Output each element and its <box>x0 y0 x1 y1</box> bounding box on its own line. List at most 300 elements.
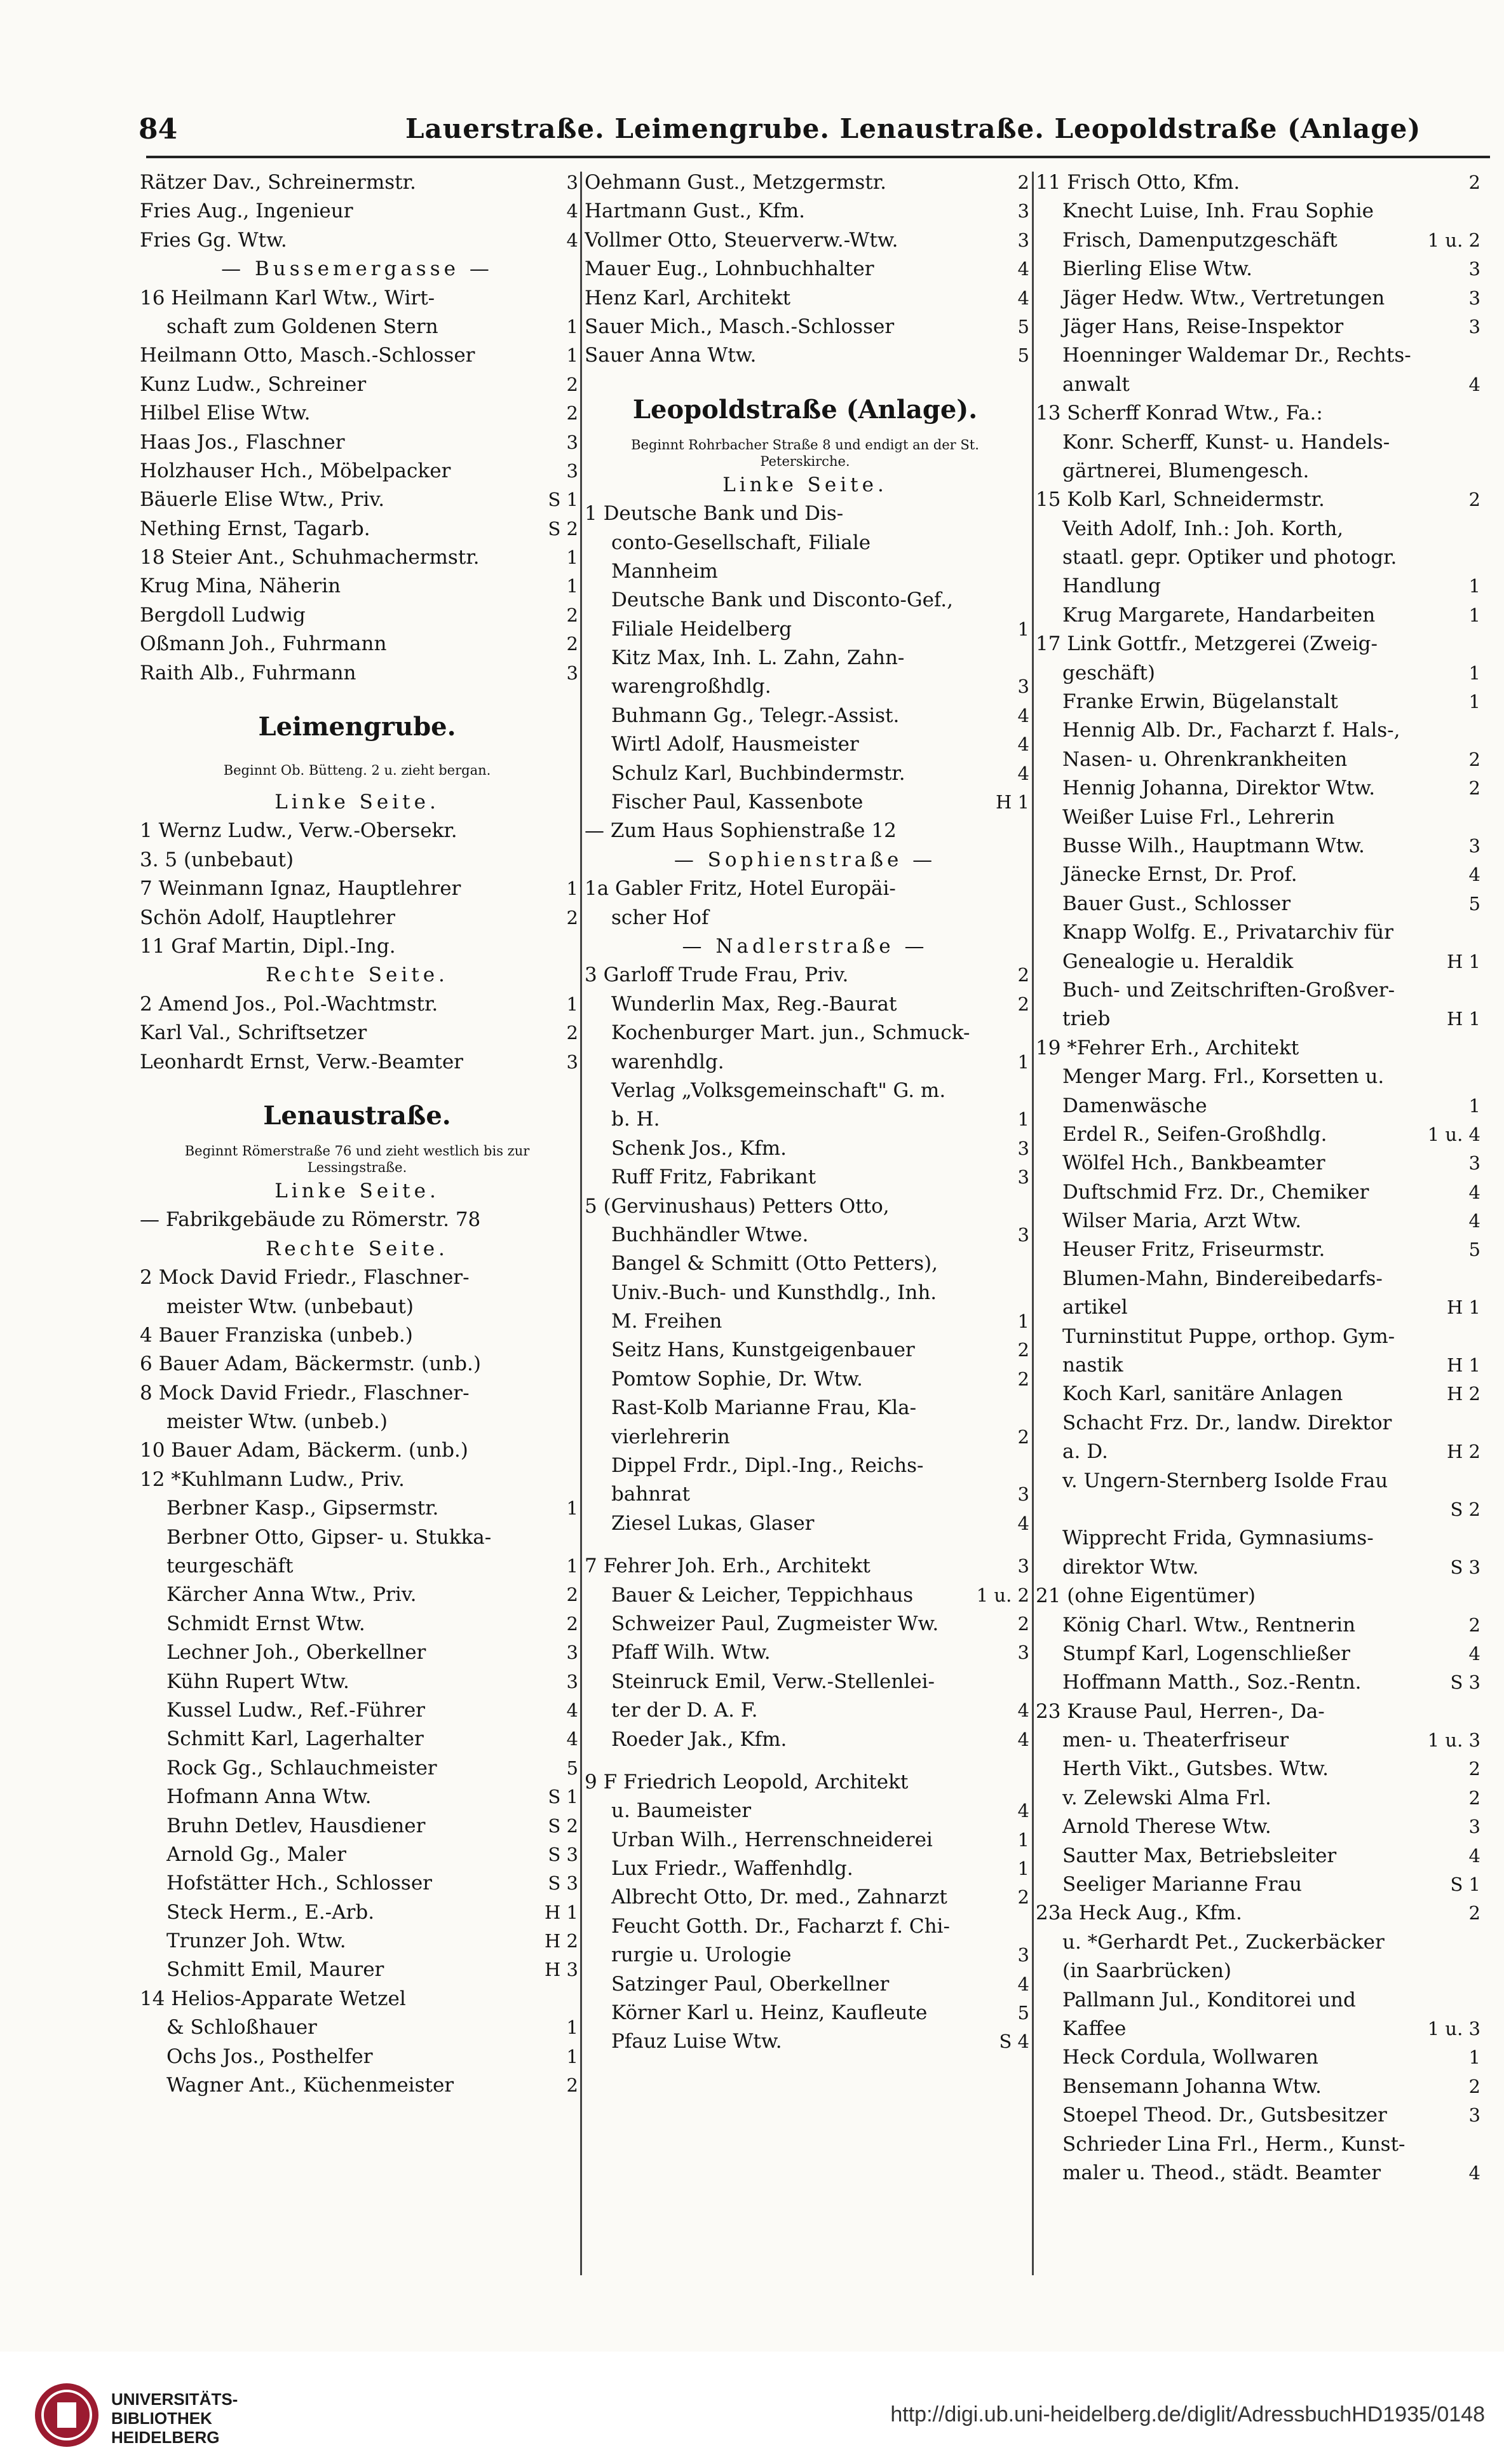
entry-text: 1 Wernz Ludw., Verw.-Obersekr. <box>140 819 457 843</box>
entry-text: Lechner Joh., Oberkellner <box>166 1641 426 1664</box>
directory-entry <box>585 990 1029 1019</box>
directory-entry <box>585 1912 1029 1941</box>
directory-entry <box>140 543 578 572</box>
floor-number <box>1026 1452 1029 1480</box>
entry-text: 2 Amend Jos., Pol.-Wachtmstr. <box>140 992 438 1016</box>
entry-text: Heuser Fritz, Friseurmstr. <box>1062 1238 1325 1262</box>
directory-entry <box>140 2043 578 2071</box>
street-description <box>140 752 578 788</box>
entry-text: Körner Karl u. Heinz, Kaufleute <box>611 2001 928 2025</box>
floor-number: 1 <box>1468 604 1480 626</box>
directory-entry <box>140 1206 578 1234</box>
entry-text: Fischer Paul, Kassenbote <box>611 791 864 814</box>
column-1 <box>140 168 578 2278</box>
entry-text: Busse Wilh., Hauptmann Wtw. <box>1062 834 1365 857</box>
entry-text: Steck Herm., E.-Arb. <box>166 1900 375 1924</box>
floor-number: H 1 <box>1447 1297 1480 1319</box>
directory-entry <box>140 1048 578 1077</box>
floor-number: 1 <box>1017 1108 1029 1131</box>
entry-text: 3. 5 (unbebaut) <box>140 848 294 871</box>
floor-number <box>1026 1279 1029 1307</box>
directory-entry <box>585 672 1029 701</box>
source-url-link[interactable]: http://digi.ub.uni-heidelberg.de/diglit/AdressbuchHD1935/0148 <box>890 2402 1485 2427</box>
directory-entry <box>585 168 1029 197</box>
floor-number: H 2 <box>1447 1441 1480 1463</box>
entry-text: 3 Garloff Trude Frau, Priv. <box>585 963 849 987</box>
entry-text: staatl. gepr. Optiker und photogr. <box>1062 546 1397 569</box>
entry-text: — Zum Haus Sophienstraße 12 <box>585 819 897 843</box>
logo-line: HEIDELBERG <box>111 2428 220 2447</box>
floor-number <box>1026 1768 1029 1797</box>
directory-entry <box>585 1019 1029 1047</box>
entry-text: artikel <box>1062 1296 1128 1319</box>
entry-text: 13 Scherff Konrad Wtw., Fa.: <box>1036 402 1323 425</box>
entry-text <box>585 371 1026 385</box>
directory-entry <box>1036 774 1480 803</box>
floor-number: 3 <box>1017 1555 1029 1577</box>
directory-entry <box>585 586 1029 615</box>
entry-text: Linke Seite. <box>274 791 440 814</box>
entry-text: Schrieder Lina Frl., Herm., Kunst- <box>1062 2132 1406 2156</box>
directory-entry <box>1036 1034 1480 1063</box>
directory-entry <box>140 1379 578 1408</box>
floor-number: 1 <box>1017 1828 1029 1851</box>
directory-entry <box>140 1321 578 1350</box>
entry-text: Frisch, Damenputzgeschäft <box>1062 228 1338 252</box>
entry-text: Damenwäsche <box>1062 1094 1207 1117</box>
floor-number: 1 u. 2 <box>1427 229 1480 251</box>
floor-number <box>1026 371 1029 385</box>
entry-text: Feucht Gotth. Dr., Facharzt f. Chi- <box>611 1914 950 1938</box>
floor-number <box>1477 399 1480 428</box>
floor-number: 2 <box>1468 2075 1480 2097</box>
floor-number: 1 u. 4 <box>1427 1123 1480 1145</box>
entry-text: Dippel Frdr., Dipl.-Ing., Reichs- <box>611 1454 924 1478</box>
entry-text: Mauer Eug., Lohnbuchhalter <box>585 257 874 281</box>
directory-entry <box>140 1668 578 1696</box>
entry-text: Schenk Jos., Kfm. <box>611 1136 787 1160</box>
floor-number: 4 <box>1017 762 1029 784</box>
floor-number: 5 <box>1017 344 1029 367</box>
directory-entry <box>585 1970 1029 1999</box>
entry-text: Pallmann Jul., Konditorei und <box>1062 1988 1356 2011</box>
entry-text: a. D. <box>1062 1440 1108 1464</box>
entry-text: Ruff Fritz, Fabrikant <box>611 1166 816 1189</box>
directory-entry <box>140 572 578 601</box>
directory-entry <box>585 1221 1029 1249</box>
floor-number: 4 <box>1017 1728 1029 1750</box>
directory-entry <box>585 1754 1029 1768</box>
floor-number: S 3 <box>1450 1671 1480 1694</box>
floor-number: 2 <box>1017 1339 1029 1361</box>
directory-entry <box>1036 1005 1480 1033</box>
directory-entry <box>1036 890 1480 918</box>
directory-entry <box>1036 1582 1480 1610</box>
directory-entry <box>585 1077 1029 1105</box>
floor-number: S 3 <box>548 1843 578 1865</box>
entry-text: Wirtl Adolf, Hausmeister <box>611 733 859 756</box>
directory-entry <box>1036 371 1480 399</box>
floor-number <box>1026 1192 1029 1221</box>
section-label <box>140 255 578 283</box>
floor-number: 1 u. 3 <box>1427 2018 1480 2039</box>
directory-entry <box>585 702 1029 730</box>
directory-entry <box>1036 313 1480 341</box>
directory-entry <box>585 644 1029 672</box>
directory-entry <box>140 1725 578 1753</box>
floor-number <box>1477 1524 1480 1553</box>
floor-number: 4 <box>566 200 578 222</box>
directory-entry <box>1036 659 1480 688</box>
floor-number: 3 <box>1017 1642 1029 1664</box>
floor-number <box>1026 586 1029 615</box>
entry-text: Arnold Gg., Maler <box>166 1842 346 1866</box>
entry-text: Schacht Frz. Dr., landw. Direktor <box>1062 1411 1392 1434</box>
floor-number: 1 <box>566 2045 578 2067</box>
entry-text: schaft zum Goldenen Stern <box>166 315 438 338</box>
entry-text: Beginnt Römerstraße 76 und zieht westlich bis zur Lessingstraße. <box>184 1143 530 1175</box>
entry-text: rurgie u. Urologie <box>611 1943 792 1967</box>
floor-number: 3 <box>1468 1816 1480 1838</box>
entry-text: Wagner Ant., Küchenmeister <box>166 2074 454 2097</box>
floor-number: 4 <box>1468 1844 1480 1867</box>
directory-entry <box>140 1466 578 1494</box>
directory-entry <box>1036 601 1480 630</box>
floor-number <box>1477 543 1480 572</box>
floor-number: 3 <box>1468 1152 1480 1174</box>
entry-text: Rechte Seite. <box>266 963 449 987</box>
directory-entry <box>1036 1726 1480 1755</box>
floor-number: 1 <box>1017 1051 1029 1073</box>
directory-entry <box>140 601 578 630</box>
entry-text: — Fabrikgebäude zu Römerstr. 78 <box>140 1208 481 1232</box>
floor-number: 4 <box>1017 1800 1029 1822</box>
floor-number <box>1026 1249 1029 1278</box>
directory-entry <box>585 1610 1029 1638</box>
floor-number: 4 <box>1017 1699 1029 1722</box>
directory-entry <box>585 1307 1029 1336</box>
floor-number: 4 <box>1017 733 1029 756</box>
entry-text: Nething Ernst, Tagarb. <box>140 517 370 540</box>
floor-number: 3 <box>566 172 578 193</box>
entry-text: Sauer Mich., Masch.-Schlosser <box>585 315 895 338</box>
entry-text: meister Wtw. (unbebaut) <box>166 1295 414 1318</box>
floor-number: 3 <box>1017 1944 1029 1966</box>
directory-entry <box>585 1452 1029 1480</box>
floor-number: 1 <box>1468 691 1480 713</box>
floor-number <box>1477 1034 1480 1063</box>
entry-text: 4 Bauer Franziska (unbeb.) <box>140 1323 413 1347</box>
directory-entry <box>140 1985 578 2013</box>
floor-number: 2 <box>566 1612 578 1635</box>
entry-text: Kunz Ludw., Schreiner <box>140 372 367 396</box>
entry-text <box>1036 1495 1446 1524</box>
logo-line: UNIVERSITÄTS- <box>111 2390 238 2409</box>
directory-entry <box>1036 1293 1480 1322</box>
floor-number: 1 <box>566 993 578 1015</box>
floor-number: 4 <box>1468 373 1480 395</box>
floor-number <box>1026 1754 1029 1768</box>
directory-entry <box>140 486 578 514</box>
column-divider <box>1032 172 1034 2275</box>
entry-text: Knecht Luise, Inh. Frau Sophie <box>1062 200 1374 223</box>
street-heading <box>140 1091 578 1141</box>
entry-text: Henz Karl, Architekt <box>585 286 791 310</box>
floor-number: 1 <box>566 878 578 900</box>
entry-text: gärtnerei, Blumengesch. <box>1062 459 1310 482</box>
floor-number: 3 <box>1468 2104 1480 2127</box>
floor-number <box>1026 932 1029 961</box>
floor-number: S 4 <box>999 2031 1029 2053</box>
floor-number: H 2 <box>545 1930 578 1952</box>
entry-text: 10 Bauer Adam, Bäckerm. (unb.) <box>140 1439 468 1462</box>
directory-entry <box>585 1855 1029 1883</box>
entry-text: vierlehrerin <box>611 1425 730 1448</box>
directory-entry <box>1036 2130 1480 2159</box>
entry-text: Wölfel Hch., Bankbeamter <box>1062 1152 1325 1175</box>
directory-entry <box>585 875 1029 903</box>
entry-text: 1 Deutsche Bank und Dis- <box>585 502 844 526</box>
floor-number: H 3 <box>545 1959 578 1981</box>
entry-text: — Sophienstraße — <box>674 848 937 871</box>
entry-text: Veith Adolf, Inh.: Joh. Korth, <box>1062 517 1344 540</box>
floor-number: 1 <box>566 315 578 337</box>
entry-text: 9 F Friedrich Leopold, Architekt <box>585 1770 909 1794</box>
floor-number: 2 <box>566 373 578 395</box>
entry-text: Nasen- u. Ohrenkrankheiten <box>1062 747 1348 771</box>
entry-text: 1a Gabler Fritz, Hotel Europäi- <box>585 877 896 901</box>
entry-text: Bensemann Johanna Wtw. <box>1062 2074 1322 2098</box>
floor-number: 1 <box>1017 618 1029 640</box>
entry-text: Berbner Kasp., Gipsermstr. <box>166 1497 439 1520</box>
entry-text: 8 Mock David Friedr., Flaschner- <box>140 1381 470 1405</box>
floor-number: 4 <box>1468 2161 1480 2184</box>
directory-entry <box>1036 1870 1480 1899</box>
entry-text: Kaffee <box>1062 2017 1127 2040</box>
floor-number: 4 <box>1017 1973 1029 1995</box>
entry-text: meister Wtw. (unbeb.) <box>166 1410 388 1434</box>
floor-number <box>1477 1698 1480 1726</box>
floor-number <box>574 1379 578 1408</box>
floor-number: 2 <box>566 633 578 655</box>
floor-number <box>1026 1077 1029 1105</box>
entry-text: Filiale Heidelberg <box>611 617 792 641</box>
floor-number: 3 <box>1017 229 1029 251</box>
directory-entry <box>1036 1323 1480 1351</box>
entry-text: Hennig Alb. Dr., Facharzt f. Hals-, <box>1062 719 1400 742</box>
entry-text: Ziesel Lukas, Glaser <box>611 1511 815 1535</box>
entry-text: Hartmann Gust., Kfm. <box>585 200 805 223</box>
entry-text: Jäger Hedw. Wtw., Vertretungen <box>1062 286 1385 310</box>
entry-text: Buch- und Zeitschriften-Großver- <box>1062 978 1395 1002</box>
directory-entry <box>1036 1265 1480 1293</box>
directory-entry <box>1036 284 1480 313</box>
floor-number: 1 <box>566 344 578 367</box>
floor-number: 2 <box>566 2074 578 2097</box>
floor-number <box>1026 500 1029 528</box>
floor-number: 2 <box>1468 777 1480 800</box>
directory-entry <box>585 371 1029 385</box>
directory-entry <box>1036 803 1480 832</box>
floor-number <box>574 1293 578 1321</box>
directory-entry <box>1036 2073 1480 2101</box>
floor-number <box>1477 803 1480 832</box>
entry-text: Franke Erwin, Bügelanstalt <box>1062 690 1338 714</box>
entry-text: 7 Fehrer Joh. Erh., Architekt <box>585 1555 871 1578</box>
floor-number: 2 <box>1017 1426 1029 1448</box>
floor-number <box>1026 557 1029 586</box>
entry-text: Leimengrube. <box>258 712 456 742</box>
entry-text: Herth Vikt., Gutsbes. Wtw. <box>1062 1757 1329 1781</box>
floor-number <box>1026 644 1029 672</box>
entry-text: v. Ungern-Sternberg Isolde Frau <box>1062 1469 1388 1492</box>
floor-number: 5 <box>1468 892 1480 915</box>
floor-number: 1 <box>1017 1310 1029 1333</box>
floor-number <box>574 932 578 961</box>
directory-entry <box>1036 1120 1480 1149</box>
entry-text: Bruhn Detlev, Hausdiener <box>166 1814 426 1837</box>
entry-text: Mannheim <box>611 559 718 583</box>
floor-number: H 1 <box>1447 1008 1480 1030</box>
entry-text: Bauer Gust., Schlosser <box>1062 892 1291 915</box>
directory-entry <box>585 313 1029 341</box>
directory-entry <box>140 1610 578 1638</box>
column-divider <box>580 172 582 2275</box>
entry-text: Oehmann Gust., Metzgermstr. <box>585 171 886 194</box>
directory-entry <box>1036 948 1480 976</box>
directory-entry <box>585 1797 1029 1825</box>
entry-text: Jäger Hans, Reise-Inspektor <box>1062 315 1344 338</box>
entry-text: 5 (Gervinushaus) Petters Otto, <box>585 1194 890 1218</box>
directory-entry <box>585 1638 1029 1667</box>
entry-text: warenhdlg. <box>611 1050 724 1073</box>
directory-entry <box>1036 1784 1480 1813</box>
entry-text: nastik <box>1062 1354 1123 1377</box>
directory-entry <box>585 817 1029 845</box>
directory-entry <box>585 1279 1029 1307</box>
directory-entry <box>1036 1553 1480 1582</box>
entry-text: Heck Cordula, Wollwaren <box>1062 2046 1318 2069</box>
directory-entry <box>1036 2043 1480 2072</box>
entry-text: 23a Heck Aug., Kfm. <box>1036 1902 1242 1925</box>
directory-entry <box>585 904 1029 932</box>
entry-text: ter der D. A. F. <box>611 1699 758 1722</box>
directory-entry <box>140 904 578 932</box>
column-3 <box>1036 168 1480 2278</box>
entry-text: Bergdoll Ludwig <box>140 603 306 627</box>
floor-number <box>574 284 578 313</box>
directory-entry <box>585 1423 1029 1452</box>
entry-text: Wilser Maria, Arzt Wtw. <box>1062 1209 1302 1233</box>
page-header <box>139 113 1492 158</box>
floor-number <box>574 702 578 752</box>
directory-entry <box>1036 515 1480 543</box>
floor-number <box>1026 817 1029 845</box>
floor-number: 2 <box>1017 993 1029 1015</box>
entry-text: Stoepel Theod. Dr., Gutsbesitzer <box>1062 2104 1387 2127</box>
directory-entry <box>1036 1495 1480 1524</box>
directory-entry <box>140 1077 578 1091</box>
directory-entry <box>1036 1149 1480 1178</box>
floor-number: S 2 <box>548 517 578 540</box>
entry-text: Steinruck Emil, Verw.-Stellenlei- <box>611 1670 935 1693</box>
entry-text: Satzinger Paul, Oberkellner <box>611 1972 890 1996</box>
directory-entry <box>140 1783 578 1811</box>
directory-entry <box>1036 428 1480 457</box>
entry-text: Lux Friedr., Waffenhdlg. <box>611 1857 853 1881</box>
street-heading <box>140 702 578 752</box>
directory-entry <box>140 1263 578 1292</box>
running-title: Lauerstraße. Leimengrube. Lenaustraße. Leopoldstraße (Anlage) <box>405 113 1421 144</box>
directory-entry <box>585 1163 1029 1192</box>
directory-entry <box>1036 1524 1480 1553</box>
directory-entry <box>585 1768 1029 1797</box>
entry-text: Schmitt Emil, Maurer <box>166 1958 384 1982</box>
directory-entry <box>585 1725 1029 1754</box>
directory-entry <box>1036 2101 1480 2130</box>
directory-entry <box>140 197 578 226</box>
floor-number: H 1 <box>545 1901 578 1923</box>
directory-entry <box>140 1293 578 1321</box>
floor-number <box>574 1235 578 1263</box>
entry-text: Bangel & Schmitt (Otto Petters), <box>611 1252 938 1276</box>
directory-entry <box>1036 1409 1480 1438</box>
directory-entry <box>585 1394 1029 1422</box>
entry-text: direktor Wtw. <box>1062 1555 1199 1579</box>
directory-entry <box>585 1581 1029 1610</box>
directory-entry <box>585 255 1029 283</box>
floor-number: 1 <box>1017 1858 1029 1880</box>
directory-entry <box>140 1841 578 1869</box>
directory-entry <box>140 1581 578 1609</box>
directory-entry <box>585 1134 1029 1163</box>
directory-entry <box>140 428 578 457</box>
entry-text: Rast-Kolb Marianne Frau, Kla- <box>611 1396 917 1420</box>
floor-number <box>1477 341 1480 370</box>
entry-text: Lenaustraße. <box>263 1100 451 1131</box>
entry-text: 11 Frisch Otto, Kfm. <box>1036 171 1240 194</box>
entry-text: Hofmann Anna Wtw. <box>166 1785 372 1809</box>
floor-number: 4 <box>1468 1642 1480 1664</box>
floor-number <box>1477 1928 1480 1957</box>
entry-text: Schulz Karl, Buchbindermstr. <box>611 761 905 785</box>
library-logo-text[interactable] <box>111 2390 238 2447</box>
floor-number <box>574 255 578 283</box>
floor-number: S 1 <box>1450 1874 1480 1896</box>
directory-entry <box>140 817 578 845</box>
floor-number <box>574 1206 578 1234</box>
directory-entry <box>1036 1986 1480 2015</box>
floor-number <box>1477 1323 1480 1351</box>
directory-entry <box>585 1552 1029 1581</box>
directory-entry <box>140 341 578 370</box>
floor-number: 1 u. 2 <box>976 1584 1029 1606</box>
entry-text: Krug Mina, Näherin <box>140 575 341 598</box>
floor-number <box>574 688 578 702</box>
floor-number <box>1026 529 1029 557</box>
directory-entry <box>140 1523 578 1552</box>
entry-text: Wipprecht Frida, Gymnasiums- <box>1062 1527 1374 1550</box>
section-label <box>140 961 578 990</box>
floor-number: 1 <box>566 1497 578 1520</box>
directory-entry <box>140 2071 578 2100</box>
directory-entry <box>1036 457 1480 486</box>
entry-text: Handlung <box>1062 575 1162 598</box>
directory-entry <box>140 1436 578 1465</box>
directory-entry <box>585 1538 1029 1552</box>
directory-entry <box>140 399 578 428</box>
floor-number: 4 <box>1017 704 1029 726</box>
